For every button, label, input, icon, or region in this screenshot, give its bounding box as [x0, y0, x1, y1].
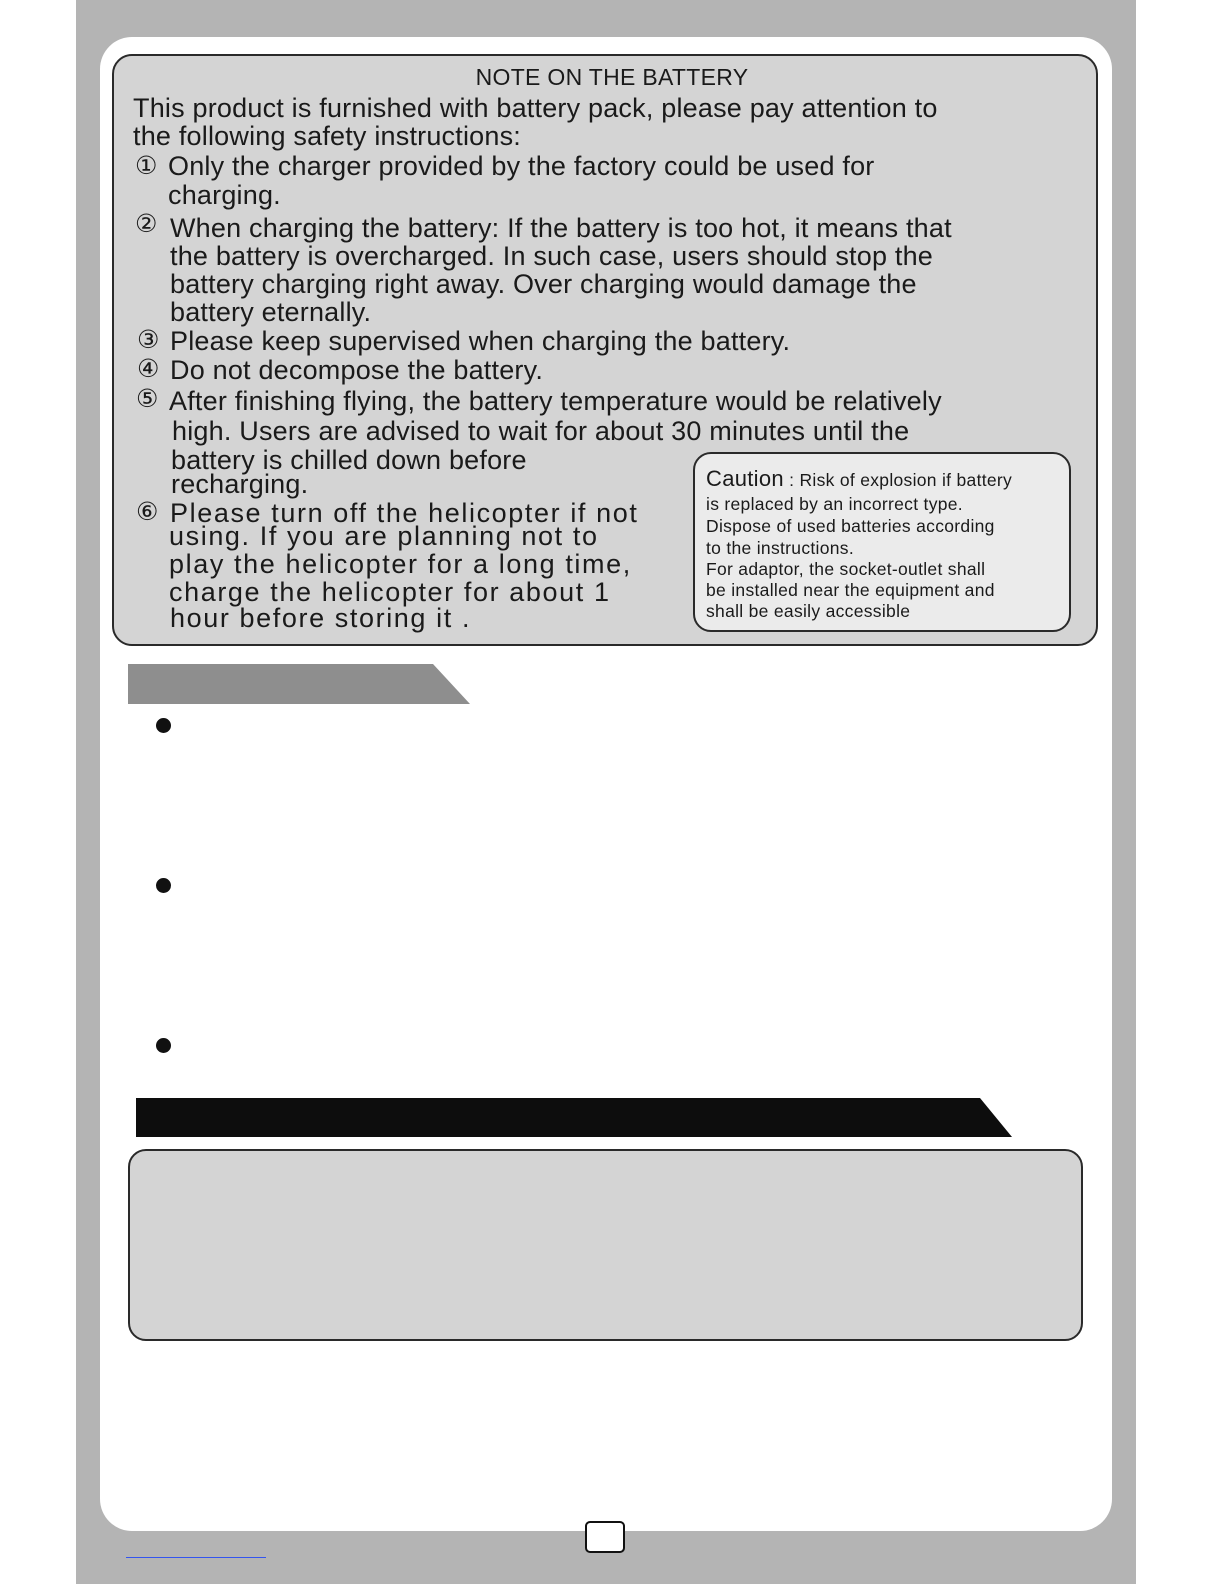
intro-line-1: This product is furnished with battery pack, please pay attention to	[133, 93, 938, 123]
item-2-line-4: battery eternally.	[170, 297, 372, 327]
item-number-3: ③	[137, 325, 160, 354]
caution-text-1: Risk of explosion if battery	[799, 470, 1013, 490]
caution-line-5: For adaptor, the socket-outlet shall	[706, 559, 986, 579]
caution-separator: :	[789, 470, 795, 490]
item-2-line-3: battery charging right away. Over charging would damage the	[170, 269, 917, 299]
item-6-line-5: hour before storing it .	[170, 603, 472, 633]
caution-line-3: Dispose of used batteries according	[706, 516, 995, 536]
item-1-line-2: charging.	[168, 180, 281, 210]
item-number-4: ④	[137, 354, 160, 383]
section-header-tab-black	[136, 1098, 1012, 1137]
item-2-line-2: the battery is overcharged. In such case, users should stop the	[170, 241, 934, 271]
item-5-line-4: recharging.	[171, 469, 309, 499]
item-number-6: ⑥	[136, 497, 159, 526]
bullet-3	[156, 1038, 171, 1053]
caution-line-2: is replaced by an incorrect type.	[706, 494, 963, 514]
item-3-line-1: Please keep supervised when charging the battery.	[170, 326, 791, 356]
footer-link-underline	[126, 1557, 266, 1558]
item-6-line-4: charge the helicopter for about 1	[169, 577, 611, 607]
item-6-line-2: using. If you are planning not to	[169, 521, 599, 551]
item-5-line-1: After finishing flying, the battery temperature would be relatively	[169, 386, 942, 416]
item-6-line-1: Please turn off the helicopter if not	[170, 498, 639, 528]
caution-line-4: to the instructions.	[706, 538, 855, 558]
caution-label: Caution	[706, 466, 784, 491]
item-2-line-1: When charging the battery: If the battery is too hot, it means that	[170, 213, 952, 243]
item-number-5: ⑤	[136, 384, 159, 413]
item-6-line-3: play the helicopter for a long time,	[169, 549, 632, 579]
item-1-line-1: Only the charger provided by the factory could be used for	[168, 151, 875, 181]
item-number-1: ①	[135, 151, 158, 180]
item-5-line-3: battery is chilled down before	[171, 445, 527, 475]
section-header-tab-gray	[128, 664, 470, 704]
item-5-line-2: high. Users are advised to wait for about 30 minutes until the	[172, 416, 910, 446]
note-title: NOTE ON THE BATTERY	[475, 64, 749, 90]
info-panel	[128, 1149, 1083, 1341]
caution-line-7: shall be easily accessible	[706, 601, 911, 621]
caution-line-6: be installed near the equipment and	[706, 580, 995, 600]
bullet-2	[156, 878, 171, 893]
caution-line-1	[706, 466, 1013, 491]
bullet-1	[156, 718, 171, 733]
page-number-box	[585, 1521, 625, 1553]
intro-line-2: the following safety instructions:	[133, 121, 521, 151]
item-number-2: ②	[135, 209, 158, 238]
item-4-line-1: Do not decompose the battery.	[170, 355, 544, 385]
